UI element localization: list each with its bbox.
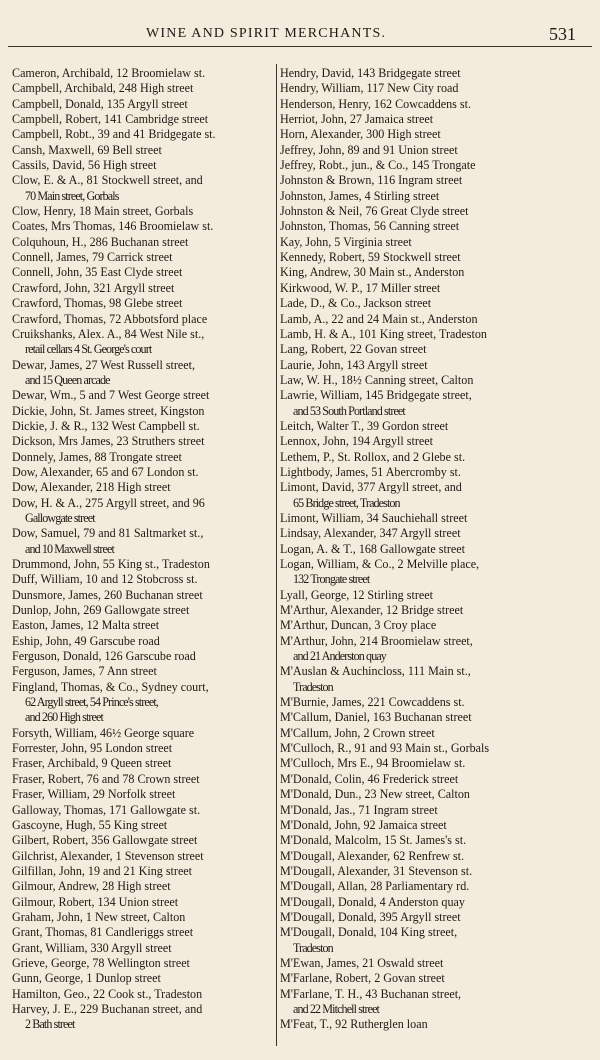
entry-text: Clow, E. & A., 81 Stockwell street, and <box>12 173 203 188</box>
entry-text: Ferguson, Donald, 126 Garscube road <box>12 649 196 664</box>
entry-text: Dunlop, John, 269 Gallowgate street <box>12 603 190 618</box>
entry-text: M'Donald, Malcolm, 15 St. James's st. <box>280 833 467 848</box>
entry-text: Johnston, Thomas, 56 Canning street <box>280 219 460 234</box>
directory-entry <box>12 833 274 848</box>
directory-entry <box>12 281 274 296</box>
entry-text: M'Dougall, Alexander, 31 Stevenson st. <box>280 863 473 878</box>
entry-text: Campbell, Robert, 141 Cambridge street <box>12 112 209 127</box>
directory-entry <box>12 971 274 986</box>
entry-continuation: 62 Argyll street, 54 Prince's street, <box>25 695 158 710</box>
running-title: WINE AND SPIRIT MERCHANTS. <box>146 26 387 41</box>
directory-entry <box>280 664 594 695</box>
entry-text: Dickie, John, St. James street, Kingston <box>12 403 205 418</box>
directory-entry <box>12 219 274 234</box>
directory-entry <box>280 450 594 465</box>
directory-entry <box>280 173 594 188</box>
directory-entry <box>12 925 274 940</box>
entry-text: Campbell, Archibald, 248 High street <box>12 81 194 96</box>
directory-entry <box>12 450 274 465</box>
entry-text: Dow, Alexander, 218 High street <box>12 480 171 495</box>
entry-text: Harvey, J. E., 229 Buchanan street, and <box>12 1001 203 1016</box>
entry-text: King, Andrew, 30 Main st., Anderston <box>280 265 465 280</box>
directory-entry <box>280 81 594 96</box>
directory-entry <box>280 373 594 388</box>
entry-text: Campbell, Robt., 39 and 41 Bridgegate st. <box>12 127 216 142</box>
entry-continuation: and 15 Queen arcade <box>25 372 110 387</box>
entry-text: M'Farlane, T. H., 43 Buchanan street, <box>280 986 462 1001</box>
directory-entry <box>12 818 274 833</box>
entry-text: M'Callum, John, 2 Crown street <box>280 725 435 740</box>
entry-text: Horn, Alexander, 300 High street <box>280 127 441 142</box>
entry-text: Graham, John, 1 New street, Calton <box>12 909 186 924</box>
entry-text: Cassils, David, 56 High street <box>12 158 157 173</box>
entry-text: Hendry, William, 117 New City road <box>280 81 459 96</box>
entry-text: Duff, William, 10 and 12 Stobcross st. <box>12 572 198 587</box>
entry-text: Dewar, James, 27 West Russell street, <box>12 357 196 372</box>
directory-entry <box>12 173 274 204</box>
entry-text: M'Arthur, John, 214 Broomielaw street, <box>280 633 473 648</box>
entry-text: Lennox, John, 194 Argyll street <box>280 434 433 449</box>
directory-entry <box>12 987 274 1002</box>
directory-entry <box>12 388 274 403</box>
entry-continuation: 65 Bridge street, Tradeston <box>293 495 400 510</box>
entry-text: Gunn, George, 1 Dunlop street <box>12 971 161 986</box>
directory-entry <box>12 849 274 864</box>
directory-entry <box>12 434 274 449</box>
directory-entry <box>12 1002 274 1033</box>
entry-text: Fraser, William, 29 Norfolk street <box>12 787 176 802</box>
directory-entry <box>12 787 274 802</box>
entry-text: Donnely, James, 88 Trongate street <box>12 449 182 464</box>
entry-text: Dewar, Wm., 5 and 7 West George street <box>12 388 210 403</box>
entry-text: Gilbert, Robert, 356 Gallowgate street <box>12 833 198 848</box>
directory-entry <box>280 971 594 986</box>
directory-entry <box>12 680 274 726</box>
entry-text: Limont, William, 34 Sauchiehall street <box>280 510 468 525</box>
directory-entry <box>12 419 274 434</box>
directory-entry <box>12 81 274 96</box>
entry-text: Kirkwood, W. P., 17 Miller street <box>280 280 441 295</box>
entry-text: Clow, Henry, 18 Main street, Gorbals <box>12 204 194 219</box>
directory-entry <box>280 434 594 449</box>
entry-text: Crawford, John, 321 Argyll street <box>12 280 175 295</box>
directory-entry <box>280 818 594 833</box>
directory-entry <box>280 388 594 419</box>
entry-text: M'Donald, Colin, 46 Frederick street <box>280 771 459 786</box>
directory-entry <box>12 143 274 158</box>
entry-text: Galloway, Thomas, 171 Gallowgate st. <box>12 802 201 817</box>
entry-text: Lade, D., & Co., Jackson street <box>280 296 432 311</box>
entry-text: M'Arthur, Alexander, 12 Bridge street <box>280 603 464 618</box>
entry-continuation: and 21 Anderston quay <box>293 649 386 664</box>
directory-entry <box>280 588 594 603</box>
directory-entry <box>280 542 594 557</box>
entry-continuation: Gallowgate street <box>25 510 95 525</box>
directory-entry <box>12 465 274 480</box>
entry-text: Herriot, John, 27 Jamaica street <box>280 112 434 127</box>
directory-entry <box>12 588 274 603</box>
column-divider <box>276 64 277 1046</box>
entry-text: Hendry, David, 143 Bridgegate street <box>280 66 461 80</box>
entry-text: Limont, David, 377 Argyll street, and <box>280 480 462 495</box>
directory-entry <box>280 772 594 787</box>
directory-entry <box>280 219 594 234</box>
directory-entry <box>12 265 274 280</box>
directory-entry <box>280 741 594 756</box>
entry-text: Eship, John, 49 Garscube road <box>12 633 160 648</box>
entry-continuation: and 53 South Portland street <box>293 403 405 418</box>
directory-entry <box>12 204 274 219</box>
entry-text: Jeffrey, John, 89 and 91 Union street <box>280 142 458 157</box>
entry-text: Lawrie, William, 145 Bridgegate street, <box>280 388 472 403</box>
entry-text: Campbell, Donald, 135 Argyll street <box>12 96 188 111</box>
directory-entry <box>12 66 274 81</box>
entry-text: Dickson, Mrs James, 23 Struthers street <box>12 434 205 449</box>
entry-text: Dow, Alexander, 65 and 67 London st. <box>12 464 199 479</box>
entry-text: M'Ewan, James, 21 Oswald street <box>280 955 444 970</box>
directory-entry <box>12 250 274 265</box>
entry-text: Forrester, John, 95 London street <box>12 741 173 756</box>
entry-continuation: and 10 Maxwell street <box>25 541 114 556</box>
entry-text: Dickie, J. & R., 132 West Campbell st. <box>12 418 200 433</box>
directory-entry <box>12 956 274 971</box>
directory-entry <box>12 879 274 894</box>
entry-text: M'Arthur, Duncan, 3 Croy place <box>280 618 437 633</box>
entry-continuation: 70 Main street, Gorbals <box>25 188 119 203</box>
entry-text: Henderson, Henry, 162 Cowcaddens st. <box>280 96 471 111</box>
entry-text: Johnston, James, 4 Stirling street <box>280 188 440 203</box>
directory-entry <box>12 296 274 311</box>
directory-entry <box>280 327 594 342</box>
entry-text: Dow, H. & A., 275 Argyll street, and 96 <box>12 495 205 510</box>
entry-text: M'Feat, T., 92 Rutherglen loan <box>280 1017 428 1032</box>
entry-text: M'Dougall, Donald, 4 Anderston quay <box>280 894 465 909</box>
directory-entry <box>280 787 594 802</box>
directory-entry <box>280 557 594 588</box>
entry-text: M'Donald, John, 92 Jamaica street <box>280 817 447 832</box>
directory-entry <box>280 879 594 894</box>
entry-text: Gilmour, Robert, 134 Union street <box>12 894 179 909</box>
directory-entry <box>12 649 274 664</box>
directory-entry <box>280 925 594 956</box>
directory-entry <box>12 864 274 879</box>
entry-text: Easton, James, 12 Malta street <box>12 618 160 633</box>
directory-entry <box>280 204 594 219</box>
directory-entry <box>280 618 594 633</box>
entry-text: Dunsmore, James, 260 Buchanan street <box>12 587 203 602</box>
directory-entry <box>280 281 594 296</box>
entry-text: Lindsay, Alexander, 347 Argyll street <box>280 526 461 541</box>
directory-entry <box>12 312 274 327</box>
entry-text: Dow, Samuel, 79 and 81 Saltmarket st., <box>12 526 204 541</box>
directory-entry <box>12 618 274 633</box>
entry-text: Lightbody, James, 51 Abercromby st. <box>280 464 461 479</box>
directory-entry <box>280 265 594 280</box>
directory-entry <box>280 419 594 434</box>
entry-text: Johnston & Brown, 116 Ingram street <box>280 173 463 188</box>
directory-entry <box>280 465 594 480</box>
entry-text: Crawford, Thomas, 98 Glebe street <box>12 296 183 311</box>
entry-text: Gilfillan, John, 19 and 21 King street <box>12 863 193 878</box>
entry-text: Law, W. H., 18½ Canning street, Calton <box>280 372 474 387</box>
directory-entry <box>280 296 594 311</box>
directory-entry <box>280 342 594 357</box>
entry-text: Colquhoun, H., 286 Buchanan street <box>12 234 189 249</box>
directory-entry <box>280 312 594 327</box>
directory-entry <box>12 557 274 572</box>
entry-text: M'Culloch, Mrs E., 94 Broomielaw st. <box>280 756 466 771</box>
directory-entry <box>280 910 594 925</box>
entry-text: Grieve, George, 78 Wellington street <box>12 955 190 970</box>
directory-entry <box>280 158 594 173</box>
directory-entry <box>12 127 274 142</box>
entry-text: Laurie, John, 143 Argyll street <box>280 357 428 372</box>
directory-entry <box>12 572 274 587</box>
directory-entry <box>280 127 594 142</box>
entry-text: Logan, A. & T., 168 Gallowgate street <box>280 541 465 556</box>
entry-text: M'Dougall, Donald, 395 Argyll street <box>280 909 461 924</box>
left-column <box>12 66 274 1033</box>
header-rule <box>8 46 592 47</box>
directory-entry <box>280 235 594 250</box>
entry-text: M'Donald, Dun., 23 New street, Calton <box>280 787 470 802</box>
directory-entry <box>280 756 594 771</box>
entry-text: M'Dougall, Donald, 104 King street, <box>280 925 458 940</box>
entry-text: Gascoyne, Hugh, 55 King street <box>12 817 168 832</box>
directory-entry <box>12 526 274 557</box>
directory-entry <box>12 756 274 771</box>
directory-entry <box>280 695 594 710</box>
entry-continuation: 132 Trongate street <box>293 572 370 587</box>
directory-entry <box>280 66 594 81</box>
entry-text: Gilmour, Andrew, 28 High street <box>12 879 171 894</box>
entry-text: M'Dougall, Allan, 28 Parliamentary rd. <box>280 879 470 894</box>
entry-text: Lamb, A., 22 and 24 Main st., Anderston <box>280 311 478 326</box>
directory-entry <box>280 987 594 1018</box>
entry-continuation: 2 Bath street <box>25 1017 75 1032</box>
entry-text: Forsyth, William, 46½ George square <box>12 725 195 740</box>
entry-text: Jeffrey, Robt., jun., & Co., 145 Trongate <box>280 158 476 173</box>
entry-continuation: and 260 High street <box>25 710 103 725</box>
entry-text: M'Dougall, Alexander, 62 Renfrew st. <box>280 848 465 863</box>
directory-entry <box>280 511 594 526</box>
directory-entry <box>280 250 594 265</box>
entry-text: Cruikshanks, Alex. A., 84 West Nile st., <box>12 326 205 341</box>
entry-continuation: Tradeston <box>293 679 333 694</box>
entry-text: Fraser, Robert, 76 and 78 Crown street <box>12 771 200 786</box>
directory-entry <box>12 664 274 679</box>
entry-text: Grant, William, 330 Argyll street <box>12 940 172 955</box>
entry-text: Crawford, Thomas, 72 Abbotsford place <box>12 311 208 326</box>
directory-entry <box>280 864 594 879</box>
directory-entry <box>280 603 594 618</box>
entry-text: Cansh, Maxwell, 69 Bell street <box>12 142 162 157</box>
directory-entry <box>280 833 594 848</box>
directory-entry <box>12 97 274 112</box>
directory-entry <box>12 404 274 419</box>
directory-entry <box>12 726 274 741</box>
entry-text: Coates, Mrs Thomas, 146 Broomielaw st. <box>12 219 214 234</box>
directory-entry <box>280 1017 594 1032</box>
directory-entry <box>12 634 274 649</box>
entry-text: Drummond, John, 55 King st., Tradeston <box>12 557 210 571</box>
entry-text: M'Auslan & Auchincloss, 111 Main st., <box>280 664 471 679</box>
directory-entry <box>280 97 594 112</box>
entry-text: M'Callum, Daniel, 163 Buchanan street <box>280 710 472 725</box>
directory-entry <box>280 803 594 818</box>
entry-text: M'Donald, Jas., 71 Ingram street <box>280 802 438 817</box>
entry-text: Lamb, H. & A., 101 King street, Tradeston <box>280 326 487 341</box>
entry-text: Grant, Thomas, 81 Candleriggs street <box>12 925 194 940</box>
entry-text: Lethem, P., St. Rollox, and 2 Glebe st. <box>280 449 466 464</box>
directory-entry <box>280 112 594 127</box>
directory-entry <box>12 603 274 618</box>
entry-text: Hamilton, Geo., 22 Cook st., Tradeston <box>12 986 203 1001</box>
entry-text: Gilchrist, Alexander, 1 Stevenson street <box>12 848 204 863</box>
entry-text: Logan, William, & Co., 2 Melville place, <box>280 557 480 571</box>
entry-text: Connell, James, 79 Carrick street <box>12 250 173 265</box>
entry-text: M'Farlane, Robert, 2 Govan street <box>280 971 445 986</box>
directory-entry <box>280 526 594 541</box>
entry-continuation: retail cellars 4 St. George's court <box>25 342 152 357</box>
directory-entry <box>280 956 594 971</box>
entry-text: M'Burnie, James, 221 Cowcaddens st. <box>280 695 465 710</box>
directory-entry <box>280 849 594 864</box>
entry-text: Connell, John, 35 East Clyde street <box>12 265 183 280</box>
directory-entry <box>12 941 274 956</box>
directory-entry <box>12 895 274 910</box>
entry-continuation: and 22 Mitchell street <box>293 1001 379 1016</box>
entry-text: M'Culloch, R., 91 and 93 Main st., Gorbals <box>280 741 490 756</box>
entry-text: Ferguson, James, 7 Ann street <box>12 664 157 679</box>
directory-entry <box>12 480 274 495</box>
directory-entry <box>280 358 594 373</box>
directory-entry <box>280 726 594 741</box>
entry-continuation: Tradeston <box>293 940 333 955</box>
directory-entry <box>280 710 594 725</box>
entry-text: Johnston & Neil, 76 Great Clyde street <box>280 204 469 219</box>
directory-entry <box>12 910 274 925</box>
entry-text: Kay, John, 5 Virginia street <box>280 234 412 249</box>
page-number: 531 <box>549 24 576 44</box>
entry-text: Cameron, Archibald, 12 Broomielaw st. <box>12 66 206 80</box>
directory-entry <box>280 895 594 910</box>
directory-entry <box>12 112 274 127</box>
directory-entry <box>280 634 594 665</box>
directory-entry <box>12 496 274 527</box>
directory-entry <box>280 189 594 204</box>
entry-text: Lyall, George, 12 Stirling street <box>280 587 433 602</box>
entry-text: Kennedy, Robert, 59 Stockwell street <box>280 250 461 265</box>
directory-entry <box>12 158 274 173</box>
directory-entry <box>280 480 594 511</box>
directory-entry <box>12 235 274 250</box>
directory-entry <box>280 143 594 158</box>
entry-text: Lang, Robert, 22 Govan street <box>280 342 427 357</box>
directory-entry <box>12 327 274 358</box>
entry-text: Fingland, Thomas, & Co., Sydney court, <box>12 679 209 694</box>
entry-text: Leitch, Walter T., 39 Gordon street <box>280 418 449 433</box>
entry-text: Fraser, Archibald, 9 Queen street <box>12 756 172 771</box>
right-column <box>280 66 594 1033</box>
directory-entry <box>12 358 274 389</box>
directory-entry <box>12 803 274 818</box>
directory-entry <box>12 741 274 756</box>
directory-entry <box>12 772 274 787</box>
